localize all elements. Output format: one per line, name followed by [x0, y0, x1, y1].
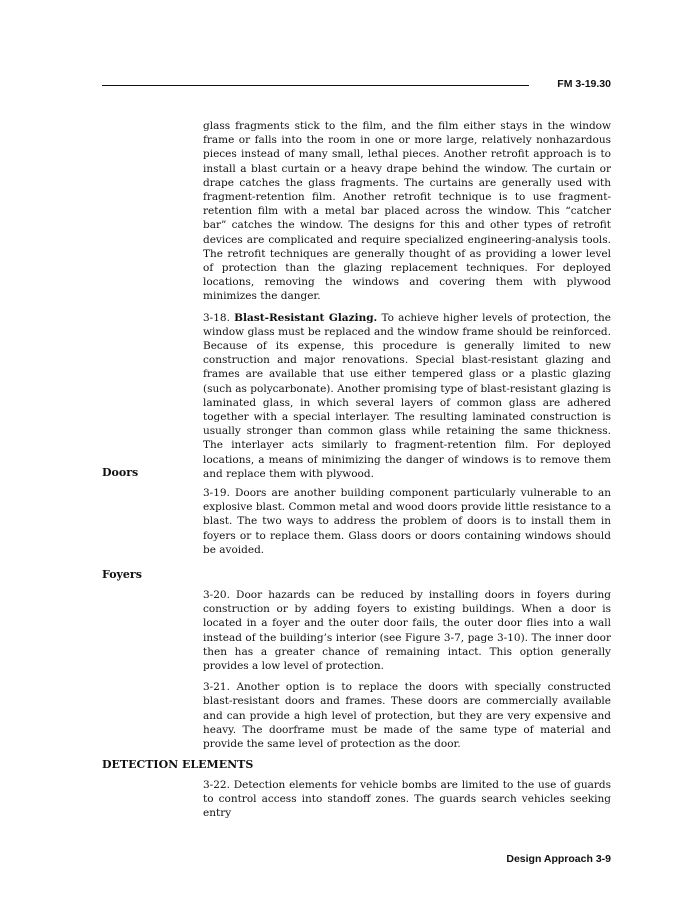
page-footer: Design Approach 3-9: [506, 853, 611, 865]
body-block-doors: [203, 486, 611, 564]
paragraph-3-18: [203, 311, 611, 481]
paragraph-title: Blast-Resistant Glazing.: [234, 311, 378, 324]
body-block-detection: [203, 778, 611, 828]
heading-doors: Doors: [102, 466, 139, 479]
paragraph-3-22: 3-22. Detection elements for vehicle bombs are limited to the use of guards to control access into standoff zones. The guards search vehicles seeking entry: [203, 779, 611, 820]
paragraph-3-19: 3-19. Doors are another building component particularly vulnerable to an explosive blast. Common metal and wood doors provide little resistance to a blast. The two ways to address the problem of doors is to install them in foyers or to replace them. Glass doors or doors containing windows should be avoided.: [203, 487, 611, 556]
paragraph-3-20: 3-20. Door hazards can be reduced by installing doors in foyers during construction or by adding foyers to existing buildings. When a door is located in a foyer and the outer door fails, the outer door flies into a wall instead of the building’s interior (see Figure 3-7, page 3-10). The inner door then has a greater chance of remaining intact. This option generally provides a low level of protection.: [203, 589, 611, 673]
body-block-foyers: [203, 588, 611, 758]
heading-detection-elements: DETECTION ELEMENTS: [102, 758, 254, 771]
paragraph-number: 3-18.: [203, 311, 230, 324]
heading-foyers: Foyers: [102, 568, 142, 581]
body-block-windows: [203, 119, 611, 488]
paragraph-text: To achieve higher levels of protection, the window glass must be replaced and the window frame should be reinforced. Because of its expense, this procedure is generally limited to new construction and major renovations. Special blast-resistant glazing and frames are available that use either tempered glass or a plastic glazing (such as polycarbonate). Another promising type of blast-resistant glazing is laminated glass, in which several layers of common glass are adhered together with a special interlayer. The resulting laminated construction is usually stronger than common glass while retaining the same thickness. The interlayer acts similarly to fragment-retention film. For deployed locations, a means of minimizing the danger of windows is to remove them and replace them with plywood.: [203, 311, 611, 480]
paragraph-3-21: 3-21. Another option is to replace the doors with specially constructed blast-resistant doors and frames. These doors are commercially available and can provide a high level of protection, but they are very expensive and heavy. The doorframe must be made of the same type of material and provide the same level of protection as the door.: [203, 681, 611, 751]
paragraph-continued: glass fragments stick to the film, and the film either stays in the window frame or falls into the room in one or more large, relatively nonhazardous pieces instead of many small, lethal pieces. Another retrofit approach is to install a blast curtain or a heavy drape behind the window. The curtain or drape catches the glass fragments. The curtains are generally used with fragment-retention film. Another retrofit technique is to use fragment-retention film with a metal bar placed across the window. This “catcher bar” catches the window. The designs for this and other types of retrofit devices are complicated and require specialized engineering-analysis tools. The retrofit techniques are generally thought of as providing a lower level of protection than the glazing replacement techniques. For deployed locations, removing the windows and covering them with plywood minimizes the danger.: [203, 120, 611, 303]
manual-id: FM 3-19.30: [557, 78, 611, 90]
header-rule: [102, 85, 529, 86]
